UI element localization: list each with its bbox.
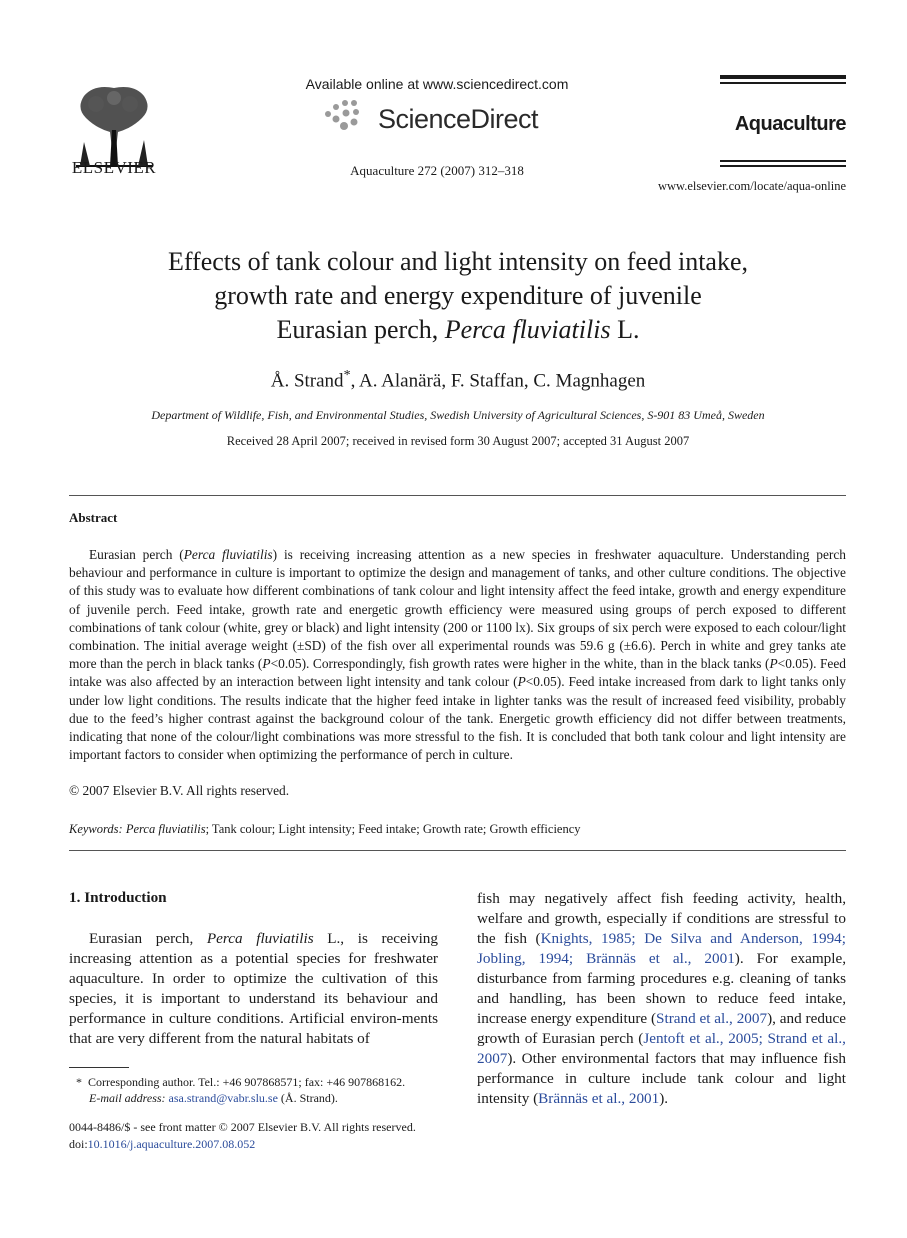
abstract-copyright: © 2007 Elsevier B.V. All rights reserved.: [69, 783, 290, 798]
intro-left-column: [69, 929, 438, 1049]
body-text: ). Other environmental factors that may influence fish performance in culture include tank colour and light intensity (: [477, 1050, 846, 1107]
journal-rule: [720, 82, 846, 84]
abstract-text: <0.05). Feed intake was also affected by an interaction between light intensity and tank colour (: [69, 656, 846, 690]
footnote-text: Corresponding author. Tel.: +46 907868571; fax: +46 907868162.: [88, 1075, 406, 1089]
reference-link[interactable]: Jentoft et al., 2005; Strand et al., 2007: [477, 1030, 846, 1067]
section-heading: 1. Introduction: [69, 889, 167, 906]
p-symbol: P: [262, 656, 271, 672]
p-symbol: P: [517, 674, 526, 690]
journal-rule: [720, 160, 846, 162]
footnote-mark: *: [76, 1075, 82, 1089]
abstract-text: <0.05). Feed intake increased from dark to light tanks only under low light conditions. The results indicate that the higher feed intake in lighter tanks was the result of increased feed visibility, probably due to the feed’s higher contrast against the background colour of the tank. Energetic growth efficiency did not differ between treatments, indicating that none of the colour/light combinations was more stressful to the fish. It is concluded that both tank colour and light intensity are important factors to consider when optimizing the performance of perch in culture.: [69, 674, 846, 763]
body-text: L., is receiving increasing attention as a potential species for freshwater aquaculture. In order to optimize the cultivation of this species, it is important to understand its behaviour and performance in culture conditions. Artificial environ-ments that are very different from the natural habitats of: [69, 930, 438, 1047]
author-names: , A. Alanärä, F. Staffan, C. Magnhagen: [350, 370, 646, 392]
author-list: [70, 368, 846, 392]
affiliation: Department of Wildlife, Fish, and Environmental Studies, Swedish University of Agricultural Sciences, S-901 83 Umeå, Sweden: [151, 408, 765, 422]
body-text: Eurasian perch,: [89, 930, 207, 947]
body-text: ).: [659, 1090, 669, 1107]
journal-name: Aquaculture: [734, 113, 846, 135]
doi-label: doi:: [69, 1137, 88, 1151]
title-line: [70, 313, 846, 347]
p-symbol: P: [769, 656, 778, 672]
title-text: Eurasian perch,: [276, 315, 445, 344]
title-line: Effects of tank colour and light intensity on feed intake,: [167, 247, 749, 276]
title-species: Perca fluviatilis: [444, 315, 611, 344]
title-text: L.: [610, 315, 640, 344]
body-text: ). For example, disturbance from farming procedures e.g. cleaning of tanks and handling, has been shown to reduce feed intake, increase energy expenditure (: [477, 950, 846, 1027]
abstract-body: [69, 546, 846, 764]
reference-link[interactable]: Knights, 1985; De Silva and Anderson, 1994; Jobling, 1994; Brännäs et al., 2001: [477, 930, 846, 967]
front-matter: [69, 1119, 489, 1153]
divider: [69, 495, 846, 496]
issn-line: 0044-8486/$ - see front matter © 2007 Elsevier B.V. All rights reserved.: [69, 1120, 416, 1134]
divider: [69, 850, 846, 851]
keyword-list: ; Tank colour; Light intensity; Feed intake; Growth rate; Growth efficiency: [205, 822, 581, 836]
article-title: [70, 245, 846, 347]
journal-citation: Aquaculture 272 (2007) 312–318: [350, 163, 524, 178]
footnote-text: (Å. Strand).: [277, 1091, 338, 1105]
journal-url[interactable]: www.elsevier.com/locate/aqua-online: [657, 179, 846, 193]
abstract-text: Eurasian perch (: [89, 547, 184, 562]
reference-link[interactable]: Brännäs et al., 2001: [538, 1090, 660, 1107]
sciencedirect-dots-icon: [322, 98, 362, 136]
available-online-text[interactable]: Available online at www.sciencedirect.com: [305, 76, 569, 92]
keywords-label: Keywords:: [69, 822, 123, 836]
abstract-text: ) is receiving increasing attention as a new species in freshwater aquaculture. Understanding perch behaviour and performance in culture is important to optimize the design and management of tanks, and other culture conditions. The objective of this study was to evaluate how different combinations of tank colour and light intensity affect the feed intake, growth and energy expenditure of juvenile perch. Feed intake, growth rate and energetic growth efficiency were measured using groups of perch exposed to different combinations of tank colour (white, grey or black) and light intensity (200 or 1100 lx). Six groups of six perch were exposed to each colour/light combination. The initial average weight (±SD) of the fish over all experimental rounds was 59.6 g (±6.6). Perch in white and grey tanks ate more than the perch in black tanks (: [69, 547, 846, 672]
doi-link[interactable]: 10.1016/j.aquaculture.2007.08.052: [87, 1137, 256, 1151]
keyword-species: Perca fluviatilis: [125, 822, 206, 836]
footnote-rule: [69, 1067, 129, 1068]
body-text: ), and reduce growth of Eurasian perch (: [477, 1010, 846, 1047]
abstract-heading: Abstract: [69, 510, 118, 525]
corresponding-author-mark[interactable]: *: [343, 368, 351, 383]
species-name: Perca fluviatilis: [206, 930, 314, 947]
email-label: E-mail address:: [89, 1091, 166, 1105]
author-name[interactable]: Å. Strand: [270, 370, 344, 392]
body-text: fish may negatively affect fish feeding activity, health, welfare and growth, especially if conditions are stressful to the fish (: [477, 890, 846, 947]
keywords: [69, 822, 846, 837]
title-line: growth rate and energy expenditure of juvenile: [214, 281, 702, 310]
journal-rule: [720, 165, 846, 167]
article-dates: Received 28 April 2007; received in revised form 30 August 2007; accepted 31 August 2007: [226, 434, 690, 448]
intro-right-column: [477, 889, 846, 1109]
doi-line: [69, 1136, 489, 1153]
journal-rule: [720, 75, 846, 79]
sciencedirect-wordmark: ScienceDirect: [378, 104, 539, 134]
footnote-corresponding: [69, 1074, 469, 1090]
footnote-email: [69, 1090, 469, 1106]
email-link[interactable]: asa.strand@vabr.slu.se: [168, 1091, 278, 1105]
species-name: Perca fluviatilis: [183, 547, 273, 562]
footnote: [69, 1074, 469, 1106]
reference-link[interactable]: Strand et al., 2007: [656, 1010, 768, 1027]
publisher-name: ELSEVIER: [71, 158, 157, 177]
abstract-text: <0.05). Correspondingly, fish growth rates were higher in the white, than in the black tanks (: [270, 656, 770, 672]
